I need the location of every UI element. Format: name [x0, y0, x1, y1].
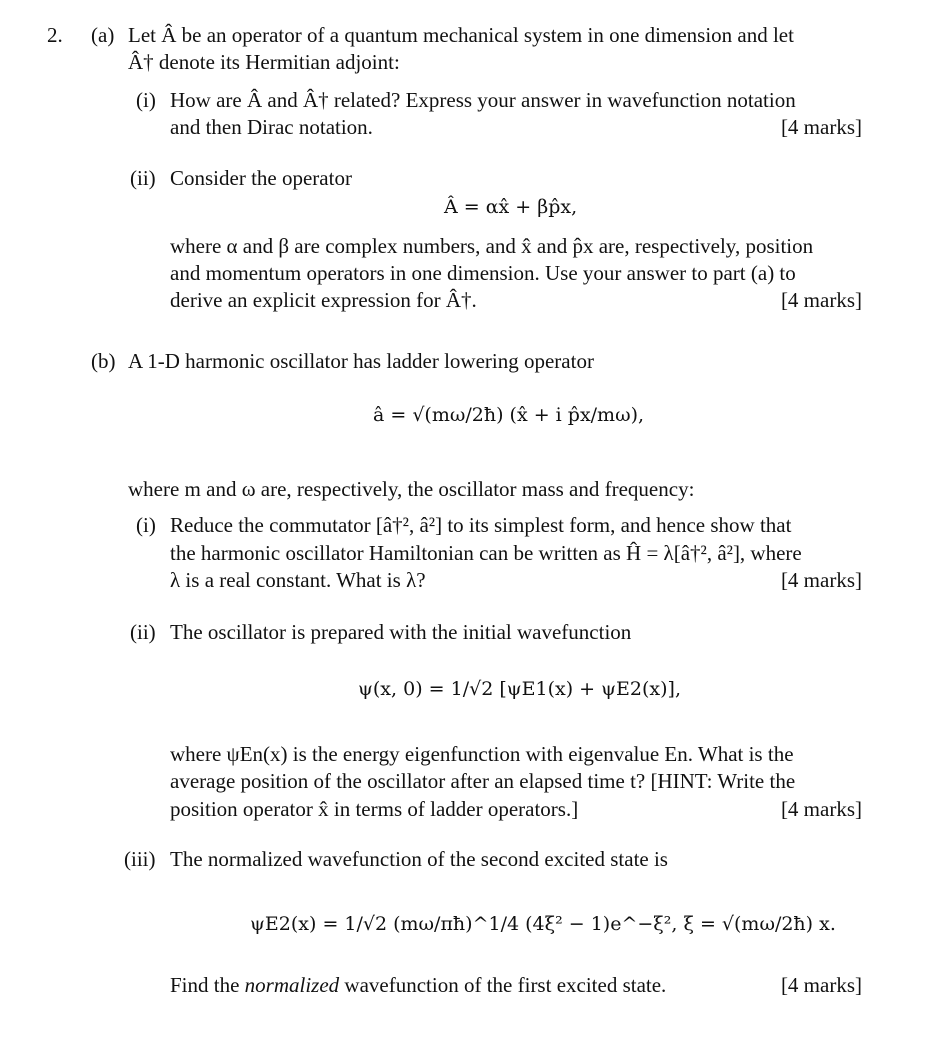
part-a-ii-label: (ii)	[130, 166, 156, 190]
part-b-iii-marks: [4 marks]	[780, 973, 862, 997]
part-b-i-line3: λ is a real constant. What is λ?	[170, 568, 426, 592]
part-b-ii-line4: position operator x̂ in terms of ladder operators.]	[170, 797, 579, 821]
part-b-ii-line1: The oscillator is prepared with the initial wavefunction	[170, 620, 632, 644]
part-a-intro-line1: Let Â be an operator of a quantum mechanical system in one dimension and let	[128, 23, 794, 47]
part-b-iii-line1: The normalized wavefunction of the second excited state is	[170, 847, 668, 871]
part-b-ii-marks: [4 marks]	[780, 797, 862, 821]
part-b-ii-equation: ψ(x, 0) = 1/√2 [ψE1(x) + ψE2(x)],	[358, 678, 681, 700]
part-a-label: (a)	[91, 23, 115, 47]
part-b-iii-label: (iii)	[124, 847, 156, 871]
part-a-ii-line2: where α and β are complex numbers, and x̂ and p̂x are, respectively, position	[170, 234, 814, 258]
part-a-ii-marks: [4 marks]	[780, 288, 862, 312]
part-a-intro-line2: Â† denote its Hermitian adjoint:	[128, 50, 400, 74]
part-b-ii-line3: average position of the oscillator after an elapsed time t? [HINT: Write the	[170, 769, 796, 793]
part-b-i-label: (i)	[136, 513, 156, 537]
part-b-iii-line2	[170, 972, 666, 999]
part-b-iii-line2-emphasis: normalized	[244, 973, 340, 997]
part-b-i-line1: Reduce the commutator [â†², â²] to its simplest form, and hence show that	[170, 513, 792, 537]
part-a-ii-line3: and momentum operators in one dimension. Use your answer to part (a) to	[170, 261, 796, 285]
part-a-i-label: (i)	[136, 88, 156, 112]
part-a-i-line1: How are Â and Â† related? Express your answer in wavefunction notation	[170, 88, 796, 112]
part-b-equation: â = √(mω/2ħ) (x̂ + i p̂x/mω),	[373, 404, 645, 426]
part-a-i-line2: and then Dirac notation.	[170, 115, 373, 139]
question-number: 2.	[47, 23, 63, 47]
part-b-ii-line2: where ψEn(x) is the energy eigenfunction with eigenvalue En. What is the	[170, 742, 794, 766]
part-b-iii-equation: ψE2(x) = 1/√2 (mω/πħ)^1/4 (4ξ² − 1)e^−ξ², ξ = √(mω/2ħ) x.	[250, 913, 836, 935]
part-b-label: (b)	[91, 349, 116, 373]
part-a-ii-line1: Consider the operator	[170, 166, 352, 190]
part-b-iii-line2-post: wavefunction of the first excited state.	[339, 973, 667, 997]
part-b-iii-line2-pre: Find the	[170, 973, 245, 997]
part-b-i-marks: [4 marks]	[780, 568, 862, 592]
part-b-i-line2: the harmonic oscillator Hamiltonian can be written as Ĥ = λ[â†², â²], where	[170, 541, 802, 565]
part-b-ii-label: (ii)	[130, 620, 156, 644]
part-a-ii-line4: derive an explicit expression for Â†.	[170, 288, 477, 312]
part-a-i-marks: [4 marks]	[780, 115, 862, 139]
part-b-after-equation: where m and ω are, respectively, the oscillator mass and frequency:	[128, 477, 695, 501]
part-b-intro: A 1-D harmonic oscillator has ladder lowering operator	[128, 349, 594, 373]
part-a-ii-equation: Â = αx̂ + βp̂x,	[444, 196, 578, 218]
